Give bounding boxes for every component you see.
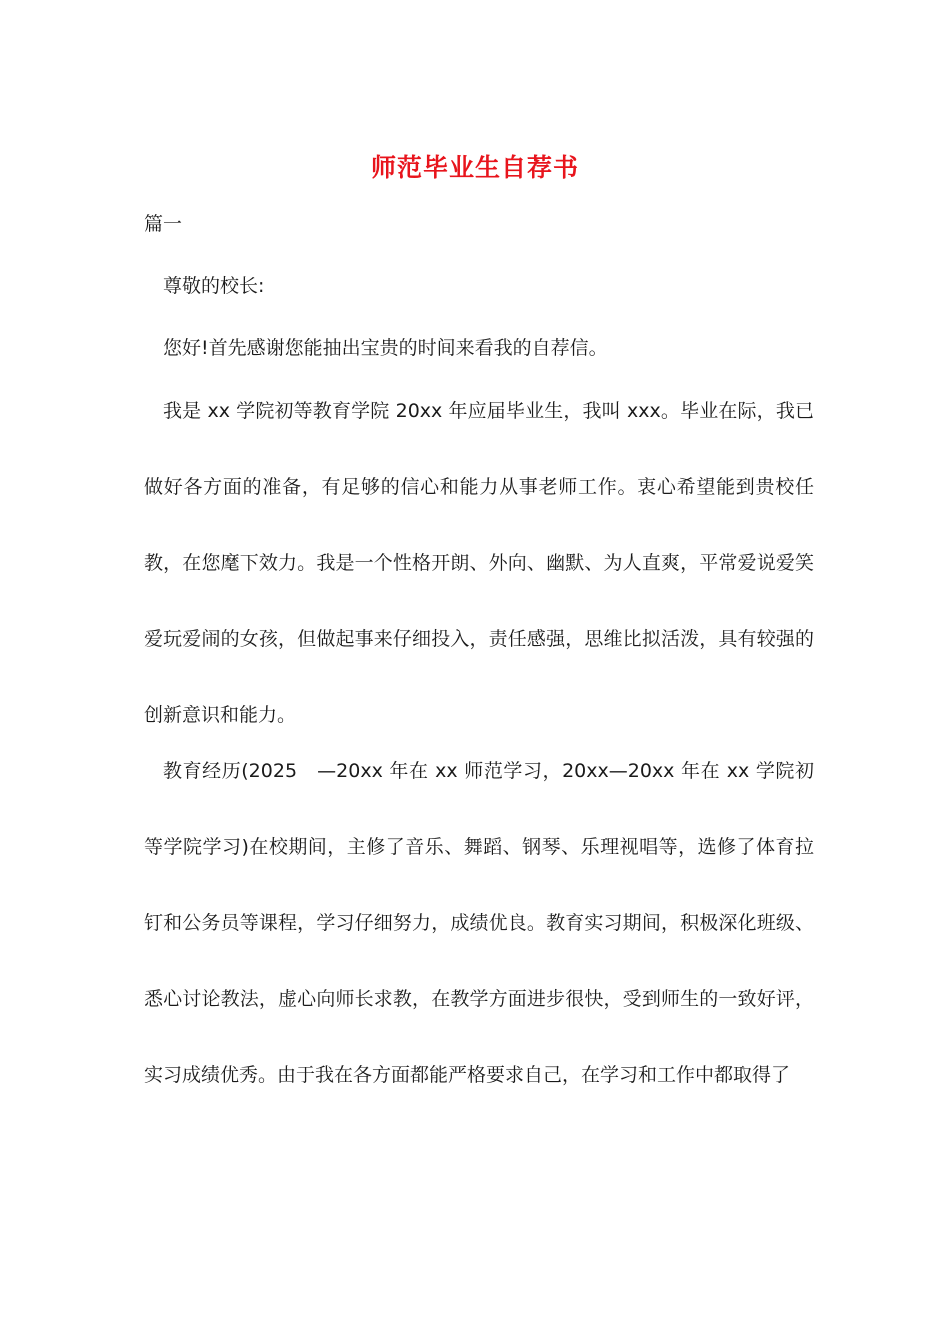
greeting-paragraph: 尊敬的校长: <box>163 275 265 297</box>
education-paragraph: 教育经历(2025 —20xx 年在 xx 师范学习，20xx—20xx 年在 xx 学院初等学院学习)在校期间，主修了音乐、舞蹈、钢琴、乐理视唱等，选修了体育拉钉和公务员等课程，学习仔细努力，成绩优良。教育实习期间，积极深化班级、悉心讨论教法，虚心向师长求教，在教学方面进步很快，受到师生的一致好评，实习成绩优秀。由于我在各方面都能严格要求自己，在学习和工作中都取得了 <box>144 760 814 1086</box>
document-title: 师范毕业生自荐书 <box>370 153 579 182</box>
intro-paragraph: 我是 xx 学院初等教育学院 20xx 年应届毕业生，我叫 xxx。毕业在际，我已做好各方面的准备，有足够的信心和能力从事老师工作。衷心希望能到贵校任教，在您麾下效力。我是一个性格开朗、外向、幽默、为人直爽，平常爱说爱笑爱玩爱闹的女孩，但做起事来仔细投入，责任感强，思维比拟活泼，具有较强的创新意识和能力。 <box>144 400 814 726</box>
hello-paragraph: 您好!首先感谢您能抽出宝贵的时间来看我的自荐信。 <box>163 337 608 359</box>
section-label: 篇一 <box>144 213 183 235</box>
